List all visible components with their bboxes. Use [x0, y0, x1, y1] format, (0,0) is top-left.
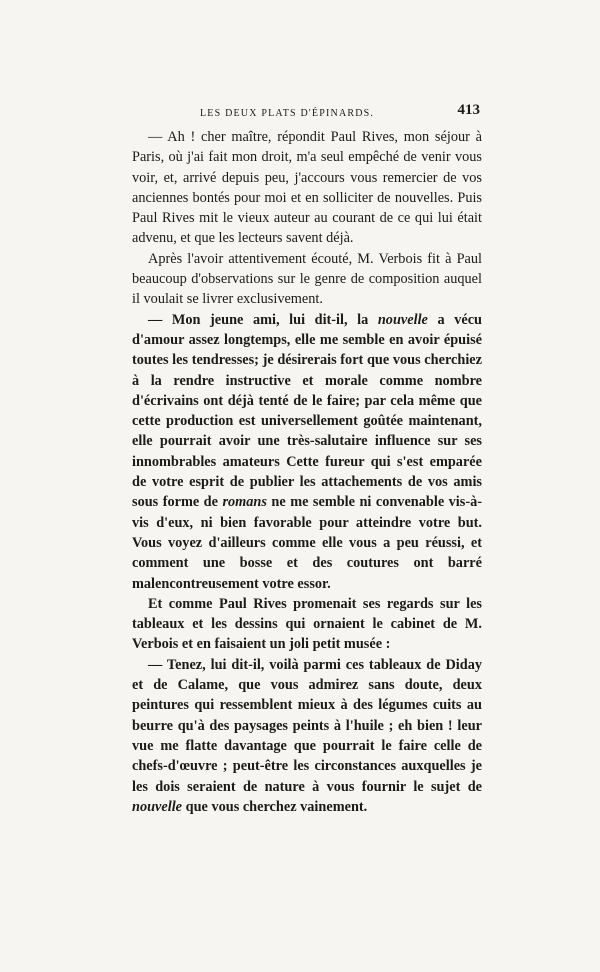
body-text — [132, 127, 482, 817]
p3-text-c: ne me semble ni convenable vis-à-vis d'eux, ni bien favorable pour atteindre votre but. Vous voyez d'ailleurs comme elle vous a peu réussi, et comment une bosse et des coutures ont barré malencontreusement votre essor. — [132, 494, 482, 592]
paragraph-3 — [132, 310, 482, 594]
paragraph-4: Et comme Paul Rives promenait ses regards sur les tableaux et les dessins qui ornaient le cabinet de M. Verbois et en faisaient un joli petit musée : — [132, 595, 482, 653]
paragraph-5 — [132, 655, 482, 817]
p3-italic-nouvelle: nouvelle — [377, 311, 428, 328]
p5-text-a: — Tenez, lui dit-il, voilà parmi ces tableaux de Diday et de Calame, que vous admirez sans doute, deux peintures qui ressemblent mieux à des légumes cuits au beurre qu'à des paysages peints à l'huile ; eh bien ! leur vue me flatte davantage que pourrait le faire celle de chefs-d'œuvre ; peut-être les circonstances auxquelles je les dois seraient de nature à vous fournir le sujet de — [132, 656, 482, 795]
p5-text-b: que vous cherchez vainement. — [182, 798, 368, 815]
page-number: 413 — [457, 102, 480, 118]
paragraph-1: — Ah ! cher maître, répondit Paul Rives, mon séjour à Paris, où j'ai fait mon droit, m'a seul empêché de venir vous voir, et, arrivé depuis peu, j'accours vous remercier de vos anciennes bontés pour moi et en solliciter de nouvelles. Puis Paul Rives mit le vieux auteur au courant de ce qui lui était advenu, et que les lecteurs savent déjà. — [132, 129, 482, 247]
running-title: LES DEUX PLATS D'ÉPINARDS. — [200, 108, 375, 119]
paragraph-2: Après l'avoir attentivement écouté, M. Verbois fit à Paul beaucoup d'observations sur le genre de composition auquel il voulait se livrer exclusivement. — [132, 250, 482, 308]
p3-text-b: a vécu d'amour assez longtemps, elle me semble en avoir épuisé toutes les tendresses; je désirerais fort que vous cherchiez à la rendre instructive et morale comme nombre d'écrivains ont déjà tenté de le faire; par cela même que cette production est universellement goûtée maintenant, elle pourrait avoir une très-salutaire influence sur ses innombrables amateurs Cette fureur qui s'est emparée de votre esprit de publier les attachements de vos amis sous forme de — [132, 311, 482, 511]
p5-italic-nouvelle: nouvelle — [132, 798, 183, 815]
p3-italic-romans: romans — [222, 494, 267, 511]
p3-text-a: — Mon jeune ami, lui dit-il, la — [148, 311, 378, 328]
page-header — [160, 102, 480, 122]
